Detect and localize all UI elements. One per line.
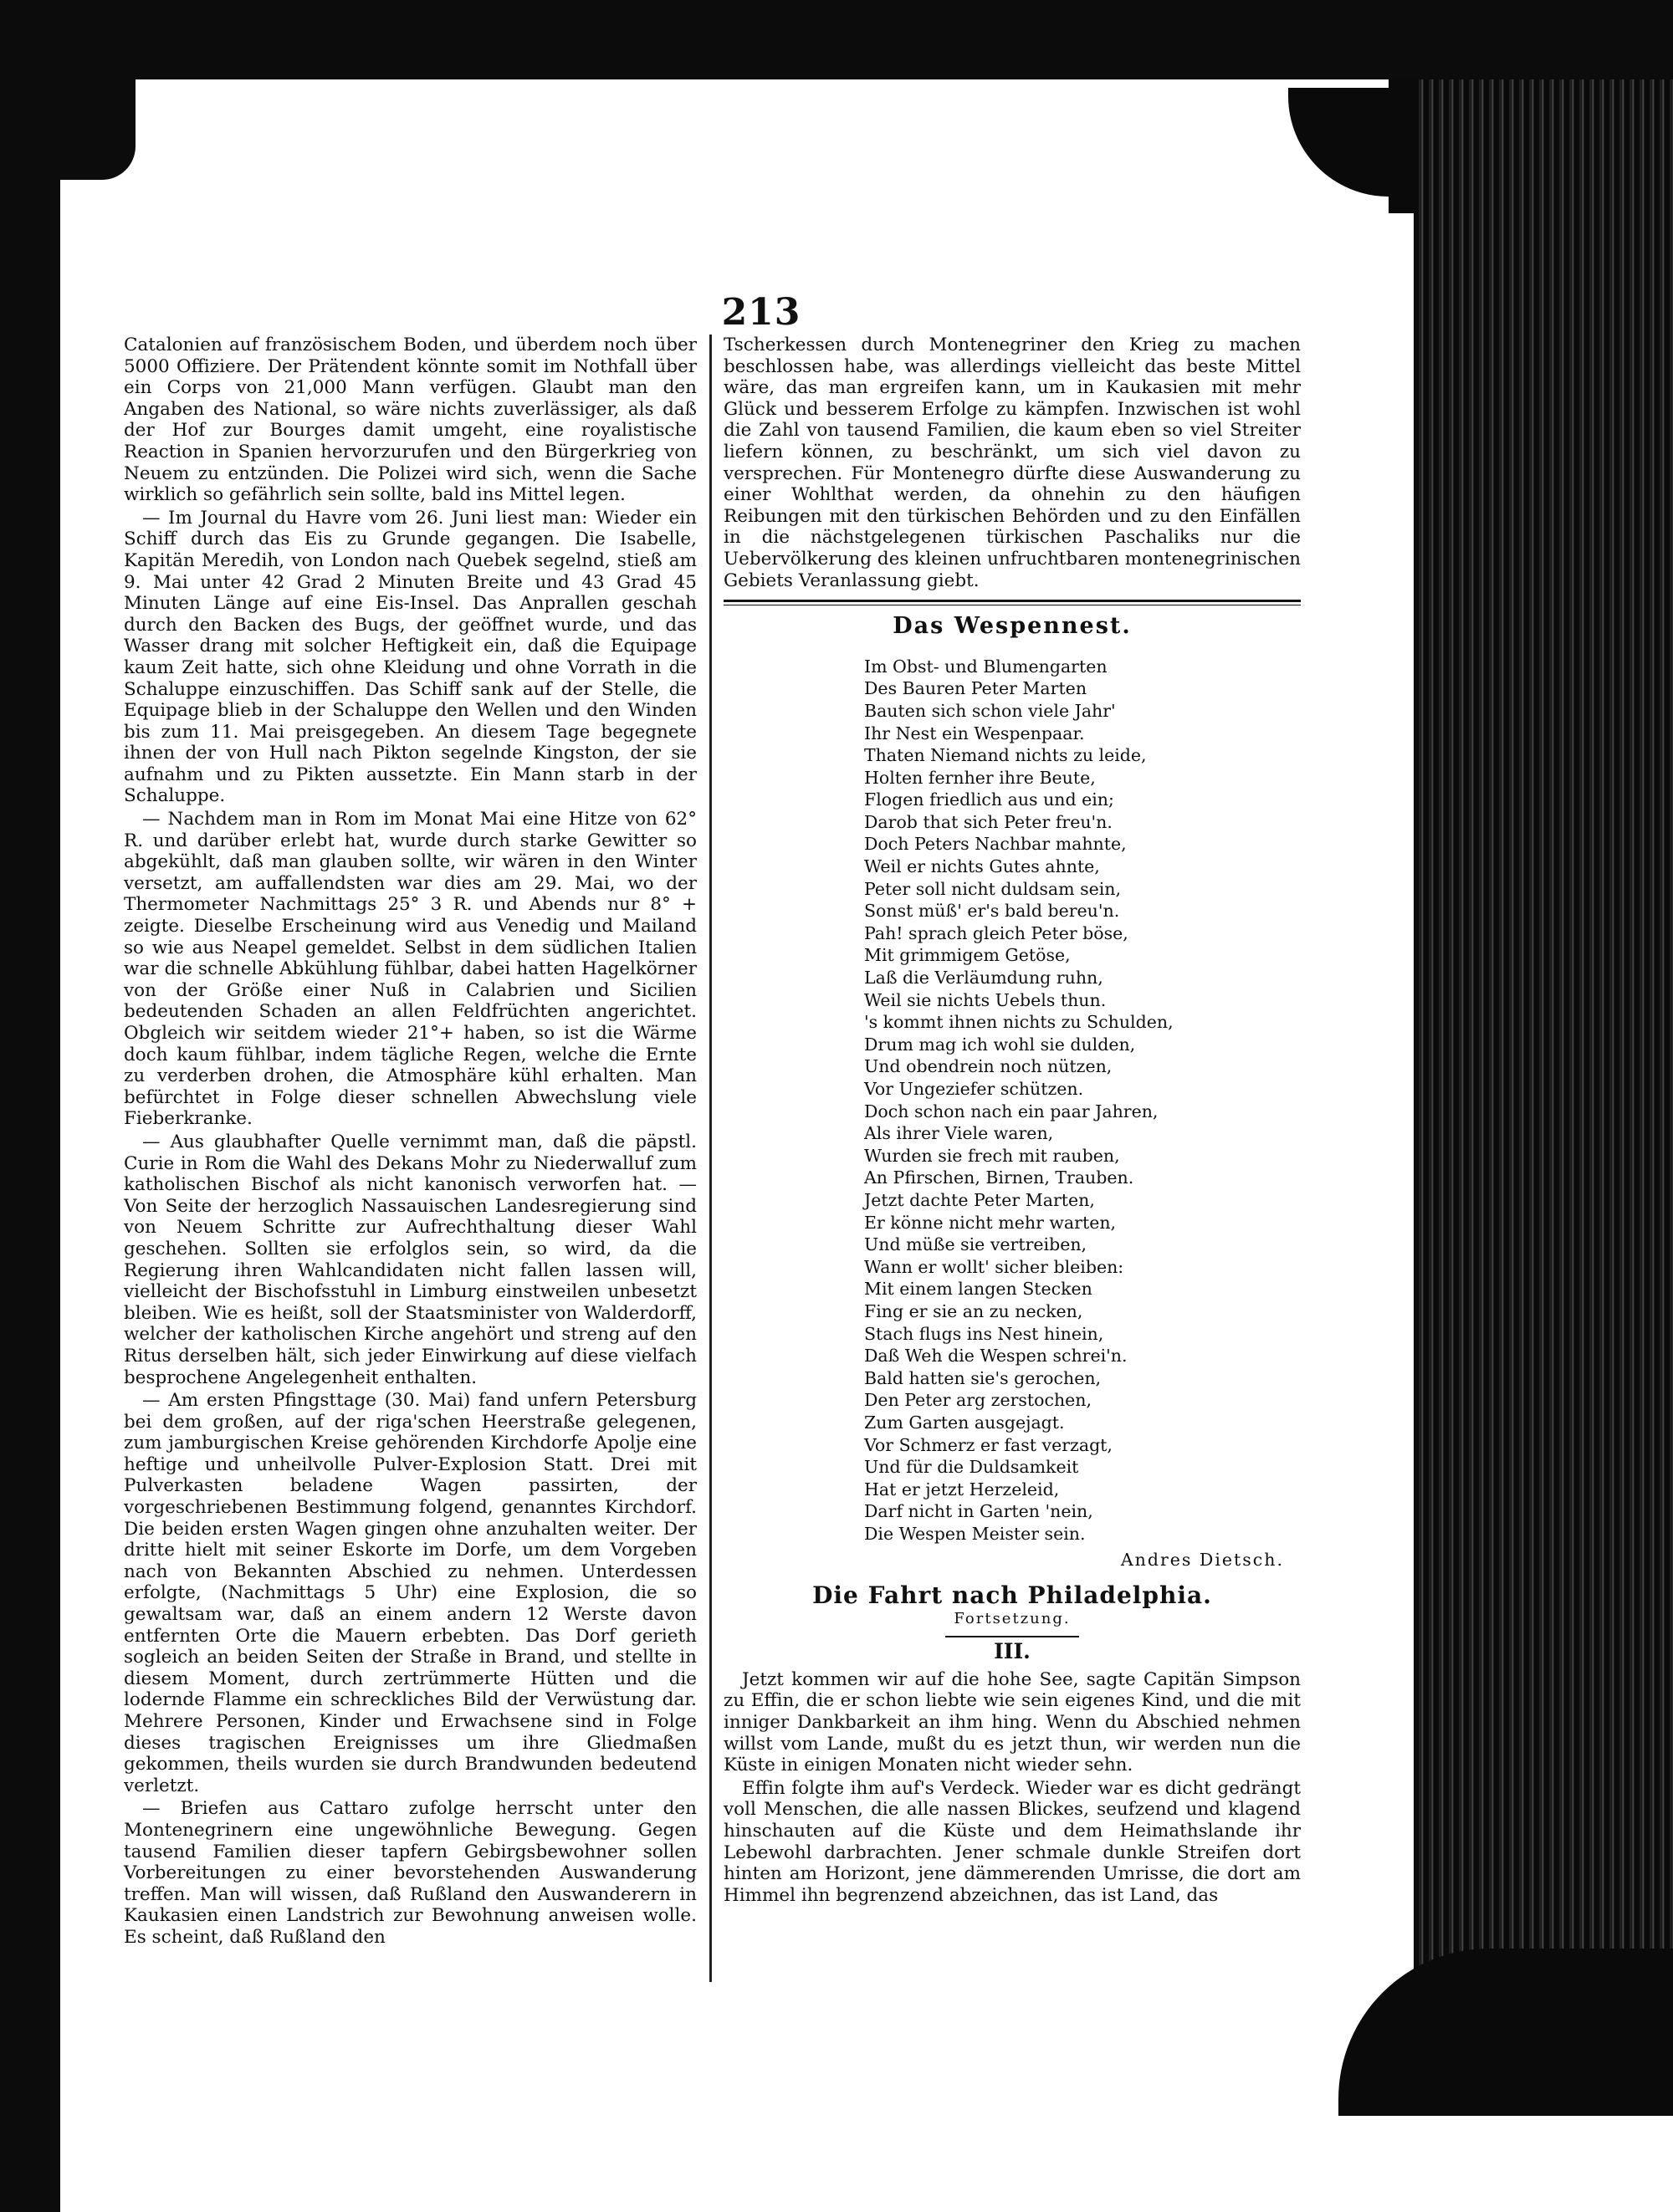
page-number: 213 [721,291,801,334]
poem [864,656,1301,1545]
poem-line: Bauten sich schon viele Jahr' [864,700,1116,721]
poem-line: Den Peter arg zerstochen, [864,1390,1092,1411]
poem-line: Peter soll nicht duldsam sein, [864,878,1122,899]
poem-line: Wurden sie frech mit rauben, [864,1145,1120,1166]
poem-line: Wann er wollt' sicher bleiben: [864,1256,1124,1277]
news-article-continued: Tscherkessen durch Montenegriner den Krieg zu machen beschlossen habe, was allerdings vielleicht das beste Mittel wäre, das man ergreifen kann, um in Kaukasien mit mehr Glück und besserem Erfolge zu kämpfen. Inzwischen ist wohl die Zahl von tausend Familien, die kaum eben so viel Streiter liefern können, zu beschränkt, um sich viel davon zu versprechen. Für Montenegro dürfte diese Auswanderung zu einer Wohlthat werden, da ohnehin zu den häufigen Reibungen mit den türkischen Behörden und zu den Einfällen in die nächstgelegenen türkischen Paschaliks nur die Uebervölkerung des kleinen unfruchtbaren montenegrinischen Gebiets Veranlassung giebt. [724,335,1301,591]
poem-line: Im Obst- und Blumengarten [864,656,1108,677]
poem-line: Holten fernher ihre Beute, [864,767,1096,788]
poem-line: Weil sie nichts Uebels thun. [864,989,1107,1010]
poem-line: Drum mag ich wohl sie dulden, [864,1034,1136,1055]
poem-line: Jetzt dachte Peter Marten, [864,1189,1095,1210]
poem-line: Flogen friedlich aus und ein; [864,789,1114,810]
chapter-heading: III. [994,1639,1031,1664]
section-divider [724,600,1301,605]
story-title: Die Fahrt nach Philadelphia. [812,1581,1212,1610]
poem-line: Fing er sie an zu necken, [864,1300,1083,1321]
news-article: — Im Journal du Havre vom 26. Juni liest man: Wieder ein Schiff durch das Eis zu Grunde gegangen. Die Isabelle, Kapitän Meredih, von London nach Quebek segelnd, stieß am 9. Mai unter 42 Grad 2 Minuten Breite und 43 Grad 45 Minuten Länge auf eine Eis-Insel. Das Anprallen geschah durch den Backen des Bugs, der geöffnet wurde, und das Wasser drang mit solcher Heftigkeit ein, daß die Equipage kaum Zeit hatte, sich ohne Kleidung und ohne Vorrath in die Schaluppe einzuschiffen. Das Schiff sank auf der Stelle, die Equipage blieb in der Schaluppe den Wellen und den Winden bis zum 11. Mai preisgegeben. An diesem Tage begegnete ihnen der von Hull nach Pikton segelnde Kingston, der sie aufnahm und zu Pikten aussetzte. Ein Mann starb in der Schaluppe. [124,507,697,807]
poem-line: Mit grimmigem Getöse, [864,945,1071,966]
poem-line: Mit einem langen Stecken [864,1279,1092,1300]
poem-line: Sonst müß' er's bald bereu'n. [864,901,1120,922]
poem-line: Thaten Niemand nichts zu leide, [864,745,1147,766]
poem-line: 's kommt ihnen nichts zu Schulden, [864,1012,1174,1033]
scan-border-corner [60,79,136,180]
news-article: — Briefen aus Cattaro zufolge herrscht unter den Montenegrinern eine ungewöhnliche Bewegung. Gegen tausend Familien dieser tapfern Gebirgsbewohner sollen Vorbereitungen zu einer bevorstehenden Auswanderung treffen. Man will wissen, daß Rußland den Auswanderern in Kaukasien einen Landstrich zur Bewohnung anweisen wolle. Es scheint, daß Rußland den [124,1798,697,1948]
column-divider [709,335,712,1982]
story-paragraph: Effin folgte ihm auf's Verdeck. Wieder war es dicht gedrängt voll Menschen, die alle nassen Blickes, seufzend und klagend hinschauten auf die Küste und dem Heimathslande ihr Lebewohl darbrachten. Jener schmale dunkle Streifen dort hinten am Horizont, jene dämmerenden Umrisse, die dort am Himmel ihn begrenzend abzeichnen, das ist Land, das [724,1777,1301,1906]
poem-line: Die Wespen Meister sein. [864,1523,1086,1544]
poem-line: Doch Peters Nachbar mahnte, [864,834,1127,855]
news-article: — Am ersten Pfingsttage (30. Mai) fand unfern Petersburg bei dem großen, auf der riga'schen Heerstraße gelegenen, zum jamburgischen Kreise gehörenden Kirchdorfe Apolje eine heftige und unheilvolle Pulver-Explosion Statt. Drei mit Pulverkasten beladene Wagen passirten, der vorgeschriebenen Bestimmung folgend, genanntes Kirchdorf. Die beiden ersten Wagen gingen ohne anzuhalten weiter. Der dritte hielt mit seiner Eskorte im Dorfe, um dem Vorgeben nach von Bekannten Abschied zu nehmen. Unterdessen erfolgte, (Nachmittags 5 Uhr) eine Explosion, die so gewaltsam war, daß an einem andern 12 Werste davon entfernten Orte die Mauern erbebten. Das Dorf gerieth sogleich an beiden Seiten der Straße in Brand, und stellte in diesem Moment, durch zertrümmerte Hütten und die lodernde Flamme ein schreckliches Bild der Verwüstung dar. Mehrere Personen, Kinder und Erwachsene sind in Folge dieses tragischen Ereignisses um ihre Gliedmaßen gekommen, theils wurden sie durch Brandwunden bedeutend verletzt. [124,1390,697,1796]
story-paragraph: Jetzt kommen wir auf die hohe See, sagte Capitän Simpson zu Effin, die er schon liebte wie sein eigenes Kind, und die mit inniger Dankbarkeit an ihm hing. Wenn du Abschied nehmen willst vom Lande, mußt du es jetzt thun, wir werden nun die Küste in einigen Monaten nicht wieder sehn. [724,1668,1301,1776]
poem-line: Pah! sprach gleich Peter böse, [864,922,1128,943]
scan-border-top [0,0,1673,79]
poem-author: Andres Dietsch. [1120,1550,1284,1571]
poem-line: Und müße sie vertreiben, [864,1234,1087,1255]
poem-line: Daß Weh die Wespen schrei'n. [864,1346,1128,1367]
news-article: — Nachdem man in Rom im Monat Mai eine Hitze von 62° R. und darüber erlebt hat, wurde durch starke Gewitter so abgekühlt, daß man glauben sollte, wir wären in den Winter versetzt, am auffallendsten war dies am 29. Mai, wo der Thermometer Nachmittags 25° 3 R. und Abends nur 8° + zeigte. Dieselbe Erscheinung wird aus Venedig und Mailand so wie aus Neapel gemeldet. Selbst in dem südlichen Italien war die schnelle Abkühlung fühlbar, dabei hatten Hagelkörner von der Größe einer Nuß in Calabrien und Sicilien bedeutenden Schaden an allen Feldfrüchten angerichtet. Obgleich wir seitdem wieder 21°+ haben, so ist die Wärme doch kaum fühlbar, indem tägliche Regen, welche die Ernte zu verderben drohen, die Atmosphäre kühl erhalten. Man befürchtet in Folge dieser schnellen Abwechslung viele Fieberkranke. [124,809,697,1130]
poem-line: Stach flugs ins Nest hinein, [864,1323,1104,1344]
poem-line: Des Bauren Peter Marten [864,678,1087,699]
news-article: Catalonien auf französischem Boden, und überdem noch über 5000 Offiziere. Der Prätendent könnte somit im Nothfall über ein Corps von 21,000 Mann verfügen. Glaubt man den Angaben des National, so wäre nichts zuverlässiger, als daß der Hof zur Bourges damit umgeht, eine royalistische Reaction in Spanien hervorzurufen und den Bürgerkrieg von Neuem zu entzünden. Die Polizei wird sich, wenn die Sache wirklich so gefährlich sein sollte, bald ins Mittel legen. [124,335,697,506]
chapter-divider [945,1636,1079,1637]
poem-line: Und obendrein noch nützen, [864,1056,1113,1077]
poem-line: Und für die Duldsamkeit [864,1457,1079,1478]
book-page-edges [1414,79,1673,2112]
poem-line: Laß die Verläumdung ruhn, [864,968,1103,989]
news-article: — Aus glaubhafter Quelle vernimmt man, daß die päpstl. Curie in Rom die Wahl des Dekans Mohr zu Niederwalluf zum katholischen Bischof als nicht kanonisch verworfen hat. — Von Seite der herzoglich Nassauischen Landesregierung sind von Neuem Schritte zur Aufrechthaltung dieser Wahl geschehen. Sollten sie erfolglos sein, so wird, da die Regierung ihren Wahlcandidaten nicht fallen lassen will, vielleicht der Bischofsstuhl in Limburg einstweilen unbesetzt bleiben. Wie es heißt, soll der Staatsminister von Walderdorff, welcher der katholischen Kirche angehört und streng auf den Ritus derselben hält, sich jeder Einwirkung auf diese vielfach besprochene Angelegenheit enthalten. [124,1131,697,1388]
poem-line: Hat er jetzt Herzeleid, [864,1479,1060,1499]
poem-line: Zum Garten ausgejagt. [864,1412,1065,1433]
poem-line: Ihr Nest ein Wespenpaar. [864,723,1085,743]
newspaper-page [109,209,1414,2133]
poem-line: Bald hatten sie's gerochen, [864,1367,1102,1388]
poem-line: Weil er nichts Gutes ahnte, [864,856,1100,877]
scan-border-left [0,0,60,2212]
poem-line: Vor Schmerz er fast verzagt, [864,1434,1113,1455]
poem-title: Das Wespennest. [893,613,1132,640]
poem-line: Als ihrer Viele waren, [864,1123,1054,1144]
poem-line: Darob that sich Peter freu'n. [864,811,1113,832]
poem-line: Doch schon nach ein paar Jahren, [864,1101,1159,1121]
poem-line: An Pfirschen, Birnen, Trauben. [864,1167,1134,1188]
right-column [724,335,1301,1908]
poem-line: Er könne nicht mehr warten, [864,1212,1117,1233]
poem-line: Vor Ungeziefer schützen. [864,1079,1084,1099]
left-column [124,335,697,1950]
story-subtitle: Fortsetzung. [954,1609,1071,1627]
poem-line: Darf nicht in Garten 'nein, [864,1501,1093,1522]
